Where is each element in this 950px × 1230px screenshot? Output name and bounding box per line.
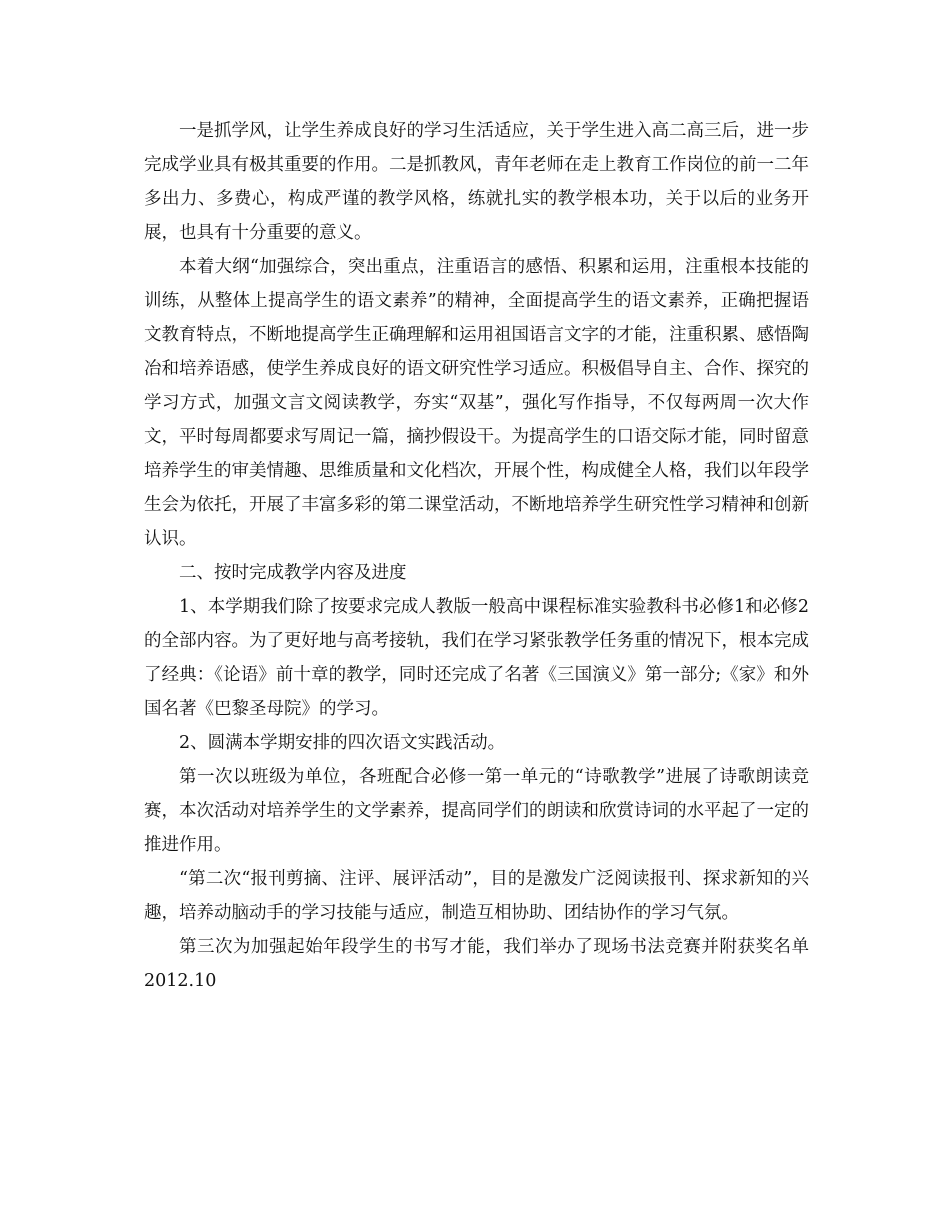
paragraph-activity-3: 第三次为加强起始年段学生的书写才能，我们举办了现场书法竞赛并附获奖名单2012.10 [144, 937, 809, 991]
paragraph-activity-1: 第一次以班级为单位，各班配合必修一第一单元的“诗歌教学”进展了诗歌朗读竞赛，本次活动对培养学生的文学素养，提高同学们的朗读和欣赏诗词的水平起了一定的推进作用。 [144, 767, 809, 855]
paragraph-activity-2: “第二次“报刊剪摘、注评、展评活动”，目的是激发广泛阅读报刊、探求新知的兴趣，培养动脑动手的学习技能与适应，制造互相协助、团结协作的学习气氛。 [144, 869, 809, 923]
document-body [144, 114, 809, 998]
paragraph-syllabus-spirit: 本着大纲“加强综合，突出重点，注重语言的感悟、积累和运用，注重根本技能的训练，从整体上提高学生的语文素养”的精神，全面提高学生的语文素养，正确把握语文教育特点，不断地提高学生正确理解和运用祖国语言文字的才能，注重积累、感悟陶冶和培养语感，使学生养成良好的语文研究性学习适应。积极倡导自主、合作、探究的学习方式，加强文言文阅读教学，夯实“双基”，强化写作指导，不仅每两周一次大作文，平时每周都要求写周记一篇，摘抄假设干。为提高学生的口语交际才能，同时留意培养学生的审美情趣、思维质量和文化档次，开展个性，构成健全人格，我们以年段学生会为依托，开展了丰富多彩的第二课堂活动，不断地培养学生研究性学习精神和创新认识。 [144, 257, 809, 549]
paragraph-item-1: 1、本学期我们除了按要求完成人教版一般高中课程标准实验教科书必修1和必修2的全部内容。为了更好地与高考接轨，我们在学习紧张教学任务重的情况下，根本完成了经典：《论语》前十章的教学，同时还完成了名著《三国演义》第一部分;《家》和外国名著《巴黎圣母院》的学习。 [144, 597, 809, 719]
section-heading-progress: 二、按时完成教学内容及进度 [179, 563, 407, 583]
paragraph-study-style: 一是抓学风，让学生养成良好的学习生活适应，关于学生进入高二高三后，进一步完成学业具有极其重要的作用。二是抓教风，青年老师在走上教育工作岗位的前一二年多出力、多费心，构成严谨的教学风格，练就扎实的教学根本功，关于以后的业务开展，也具有十分重要的意义。 [144, 121, 809, 243]
paragraph-item-2: 2、圆满本学期安排的四次语文实践活动。 [179, 733, 506, 753]
